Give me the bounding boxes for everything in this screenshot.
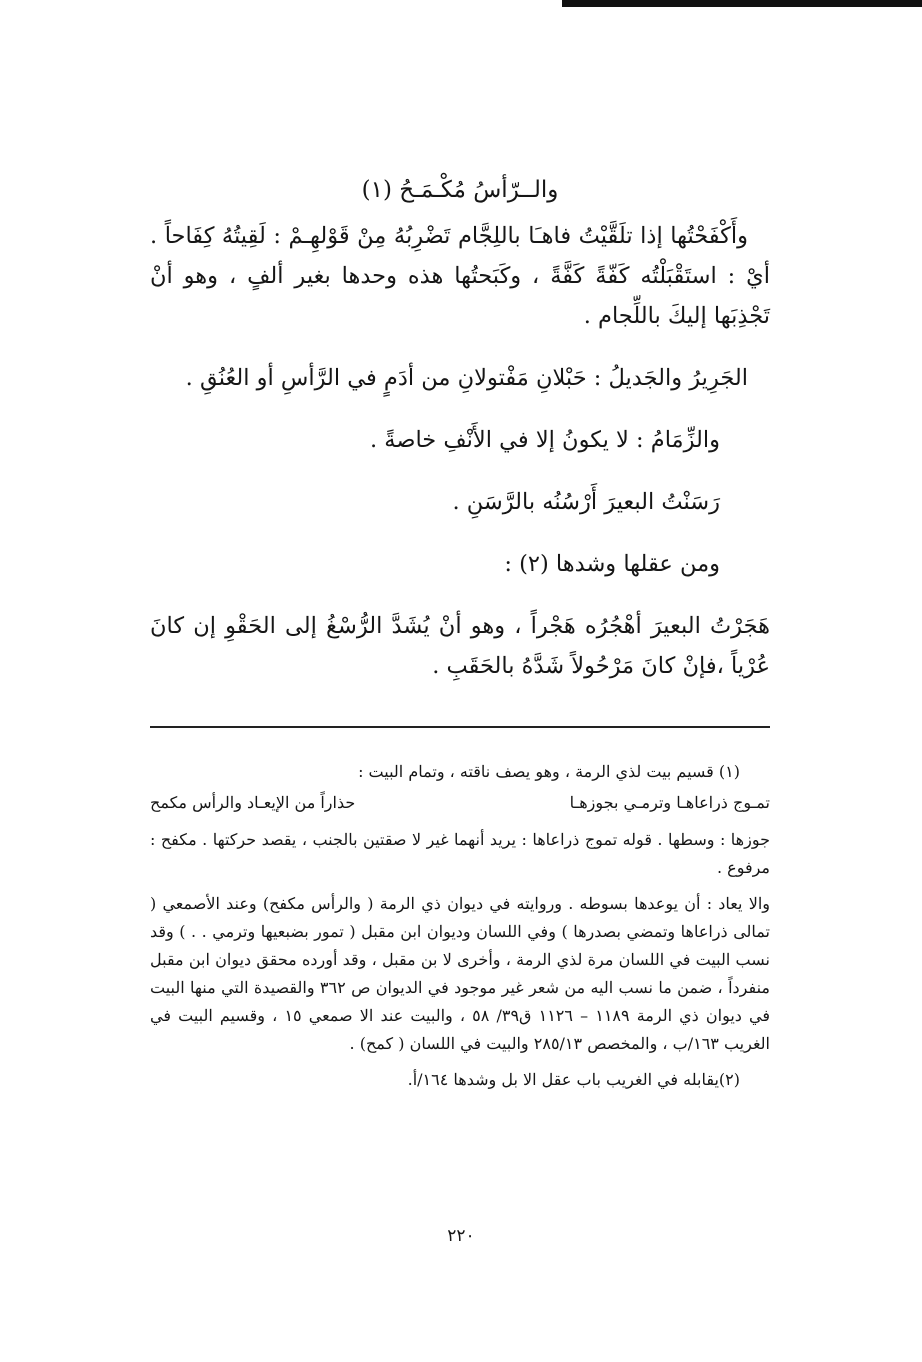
footnote-1-verse-first-hemistich: تمـوج ذراعاهـا وترمـي بجوزهـا	[569, 793, 770, 812]
paragraph-jarir: الجَرِيرُ والجَديلُ : حَبْلانِ مَفْتولانِ من أدَمٍ في الرَّأسِ أو العُنُقِ .	[185, 365, 748, 391]
footnote-1-intro: (١) قسيم بيت لذي الرمة ، وهو يصف ناقته ، وتمام البيت :	[358, 762, 740, 781]
footnote-1-explanation: جوزها : وسطها . قوله تموج ذراعاها : يريد أنهما غير لا صقتين بالجنب ، يقصد حركتها . مكفح : مرفوع .	[150, 830, 770, 877]
footnote-1-verse	[150, 790, 770, 816]
paragraph-aqliha: ومن عقلها وشدها (٢) :	[504, 551, 720, 577]
paragraph-zimam: والزِّمَامُ : لا يكونُ إلا في الأَنْفِ خاصةً .	[369, 427, 720, 453]
paragraph-rasan: رَسَنْتُ البعيرَ أَرْسُنُه بالرَّسَنِ .	[452, 489, 720, 515]
scan-edge-mark	[562, 0, 922, 7]
page-body	[150, 170, 770, 1102]
footnote-2: (٢)يقابله في الغريب باب عقل الا بل وشدها ١٦٤/أ.	[407, 1070, 740, 1089]
page-number: ٢٢٠	[447, 1226, 475, 1246]
paragraph-hajart: هَجَرْتُ البعيرَ أهْجُرُه هَجْراً ، وهو أنْ يُشَدَّ الرُّسْغُ إلى الحَقْوِ إن كانَ عُرْياً ،فإنْ كانَ مَرْحُولاً شَدَّهُ بالحَقَبِ .	[150, 613, 770, 679]
paragraph-akfahtuha: وأَكْفَحْتُها إذا تلَقَّيْتُ فاهـَا باللِجَّام تَضْرِبُهُ مِنْ قَوْلهِـمْ : لَقِيتُهُ كِفَاحاً . أيْ : استَقْبَلْتُه كَفّةً كَفَّةً ، وكَبَحتُها هذه وحدها بغير ألفٍ ، وهو أنْ تَجْذِبَها إليكَ باللِّجام .	[150, 223, 770, 329]
footnote-divider	[150, 726, 770, 728]
verse-heading: والــرّأسُ مُكْـمَـحُ (١)	[361, 177, 559, 203]
footnote-1-verse-second-hemistich: حذاراً من الإيعـاد والرأس مكمح	[150, 793, 356, 812]
footnote-1-notes: والا يعاد : أن يوعدها بسوطه . وروايته في ديوان ذي الرمة ( والرأس مكفح) وعند الأصمعي ( تمالى ذراعاها وتمضي بصدرها ) وفي اللسان وديوان ابن مقبل ( تمور بضبعيها وترمي . . ) وقد نسب البيت في اللسان مرة لذي الرمة ، وأخرى لا بن مقبل ، وقد أورده محقق ديوان ابن مقبل منفرداً ، ضمن ما نسب اليه من شعر غير موجود في الديوان ص ٣٦٢ والقصيدة التي منها البيت في ديوان ذي الرمة ١١٨٩ – ١١٢٦ ق٣٩/ ٥٨ ، والبيت عند الا صمعي ١٥ ، وقسيم البيت في الغريب ١٦٣/ب ، والمخصص ٢٨٥/١٣ والبيت في اللسان ( كمح) .	[150, 894, 771, 1053]
